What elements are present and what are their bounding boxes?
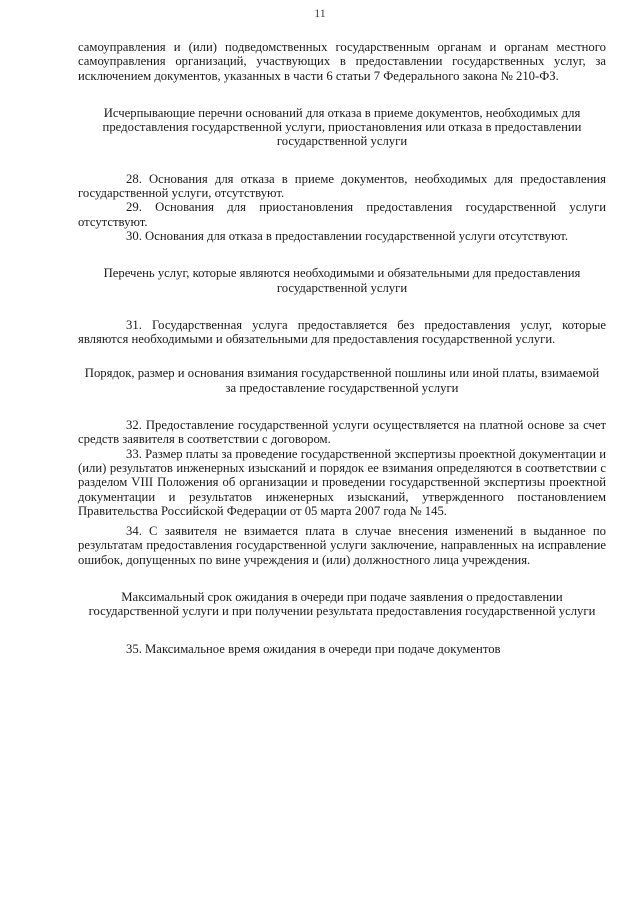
paragraph-32: 32. Предоставление государственной услуги осуществляется на платной основе за счет средств заявителя в соответствии с договором. [78,418,606,447]
section-heading-required-services: Перечень услуг, которые являются необходимыми и обязательными для предоставления государственной услуги [103,266,581,295]
paragraph-continuation: самоуправления и (или) подведомственных государственным органам и органам местного самоуправления организаций, участвующих в предоставлении государственных услуг, за исключением документов, указанных в части 6 статьи 7 Федерального закона № 210-ФЗ. [78,40,606,83]
section-heading-queue-time: Максимальный срок ожидания в очереди при подаче заявления о предоставлении государственной услуги и при получении результата предоставления государственной услуги [88,590,596,619]
paragraph-35: 35. Максимальное время ожидания в очереди при подаче документов [126,641,501,656]
paragraph-28: 28. Основания для отказа в приеме документов, необходимых для предоставления государственной услуги, отсутствуют. [78,171,606,201]
section-heading-fees: Порядок, размер и основания взимания государственной пошлины или иной платы, взимаемой за предоставление государственной услуги [84,366,600,395]
paragraph-29: 29. Основания для приостановления предоставления государственной услуги отсутствуют. [78,200,606,229]
paragraph-30: 30. Основания для отказа в предоставлении государственной услуги отсутствуют. [126,228,569,243]
paragraph-31: 31. Государственная услуга предоставляется без предоставления услуг, которые являются необходимыми и обязательными для предоставления государственной услуги. [78,317,606,347]
section-heading-refusal-grounds: Исчерпывающие перечни оснований для отказа в приеме документов, необходимых для предоставления государственной услуги, приостановления или отказа в предоставлении государственной услуги [102,105,582,149]
document-body [78,40,606,656]
paragraph-33: 33. Размер платы за проведение государственной экспертизы проектной документации и (или) результатов инженерных изысканий и порядок ее взимания определяются в соответствии с разделом VIII Положения об организации и проведении государственной экспертизы проектной документации и результатов инженерных изысканий, утвержденного постановлением Правительства Российской Федерации от 05 марта 2007 года № 145. [78,446,606,518]
paragraph-34: 34. С заявителя не взимается плата в случае внесения изменений в выданное по результатам предоставления государственной услуги заключение, направленных на исправление ошибок, допущенных по вине учреждения и (или) должностного лица учреждения. [78,524,606,567]
page-number: 11 [314,6,326,20]
